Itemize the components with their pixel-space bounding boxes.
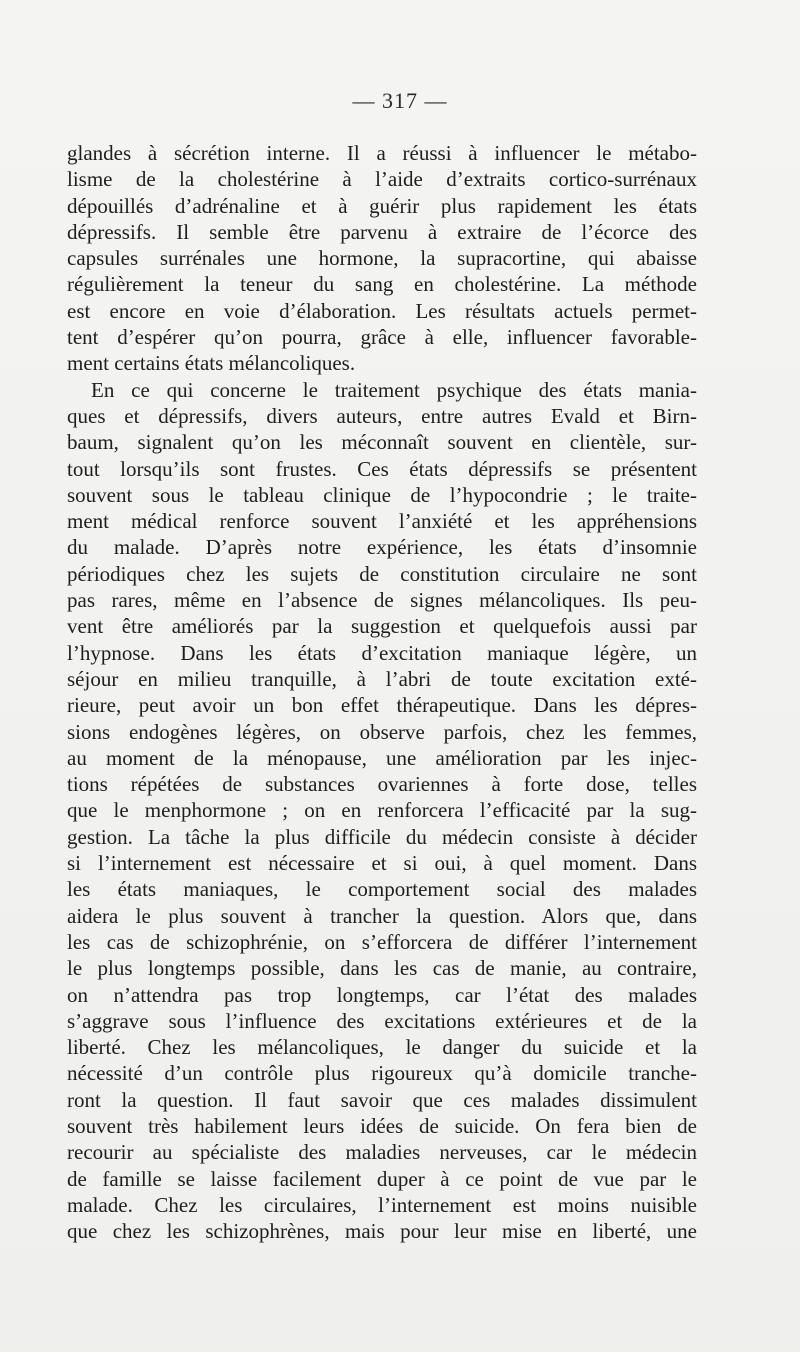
- text-line: liberté. Chez les mélancoliques, le danger du suicide et la: [67, 1035, 697, 1060]
- text-line: tions répétées de substances ovariennes à forte dose, telles: [67, 772, 697, 797]
- text-line: ront la question. Il faut savoir que ces malades dissimulent: [67, 1087, 697, 1112]
- text-line: vent être améliorés par la suggestion et quelquefois aussi par: [67, 614, 697, 639]
- text-line: malade. Chez les circulaires, l’internement est moins nuisible: [67, 1192, 697, 1217]
- text-line: ment certains états mélancoliques.: [67, 351, 356, 376]
- text-line: tout lorsqu’ils sont frustes. Ces états dépressifs se présentent: [67, 456, 697, 481]
- text-line: ques et dépressifs, divers auteurs, entre autres Evald et Birn-: [67, 403, 697, 428]
- text-line: recourir au spécialiste des maladies nerveuses, car le médecin: [67, 1140, 697, 1165]
- text-line: pas rares, même en l’absence de signes mélancoliques. Ils peu-: [67, 588, 697, 613]
- text-line: nécessité d’un contrôle plus rigoureux qu’à domicile tranche-: [67, 1061, 697, 1086]
- text-line: régulièrement la teneur du sang en cholestérine. La méthode: [67, 272, 697, 297]
- text-line: sions endogènes légères, on observe parfois, chez les femmes,: [67, 719, 697, 744]
- text-line: que le menphormone ; on en renforcera l’efficacité par la sug-: [67, 798, 697, 823]
- text-line: l’hypnose. Dans les états d’excitation maniaque légère, un: [67, 640, 697, 665]
- text-line: le plus longtemps possible, dans les cas de manie, au contraire,: [67, 956, 697, 981]
- text-line: on n’attendra pas trop longtemps, car l’état des malades: [67, 982, 697, 1007]
- text-line: ment médical renforce souvent l’anxiété et les appréhensions: [67, 509, 697, 534]
- text-line: au moment de la ménopause, une amélioration par les injec-: [67, 745, 697, 770]
- text-line: souvent très habilement leurs idées de suicide. On fera bien de: [67, 1113, 697, 1138]
- text-line: glandes à sécrétion interne. Il a réussi à influencer le métabo-: [67, 141, 697, 165]
- body-text: [67, 140, 697, 1244]
- text-line: tent d’espérer qu’on pourra, grâce à elle, influencer favorable-: [67, 325, 697, 350]
- text-line: dépressifs. Il semble être parvenu à extraire de l’écorce des: [67, 219, 697, 244]
- text-line: aidera le plus souvent à trancher la question. Alors que, dans: [67, 903, 697, 928]
- text-line: du malade. D’après notre expérience, les états d’insomnie: [67, 535, 697, 560]
- paragraph-start-line: En ce qui concerne le traitement psychique des états mania-: [91, 377, 697, 402]
- text-line: dépouillés d’adrénaline et à guérir plus rapidement les états: [67, 193, 697, 218]
- text-line: de famille se laisse facilement duper à ce point de vue par le: [67, 1166, 697, 1191]
- text-line: que chez les schizophrènes, mais pour leur mise en liberté, une: [67, 1219, 697, 1244]
- text-line: périodiques chez les sujets de constitution circulaire ne sont: [67, 561, 697, 586]
- page-number: — 317 —: [352, 88, 448, 113]
- text-line: lisme de la cholestérine à l’aide d’extraits cortico-surrénaux: [67, 167, 697, 192]
- text-line: si l’internement est nécessaire et si oui, à quel moment. Dans: [67, 851, 697, 876]
- text-line: souvent sous le tableau clinique de l’hypocondrie ; le traite-: [67, 482, 697, 507]
- text-line: les états maniaques, le comportement social des malades: [67, 877, 697, 902]
- text-line: baum, signalent qu’on les méconnaît souvent en clientèle, sur-: [67, 430, 697, 455]
- text-line: rieure, peut avoir un bon effet thérapeutique. Dans les dépres-: [67, 693, 697, 718]
- text-line: capsules surrénales une hormone, la supracortine, qui abaisse: [67, 246, 697, 271]
- text-line: est encore en voie d’élaboration. Les résultats actuels permet-: [67, 298, 697, 323]
- text-line: séjour en milieu tranquille, à l’abri de toute excitation exté-: [67, 666, 697, 691]
- text-line: les cas de schizophrénie, on s’efforcera de différer l’internement: [67, 929, 697, 954]
- text-line: s’aggrave sous l’influence des excitations extérieures et de la: [67, 1008, 697, 1033]
- text-line: gestion. La tâche la plus difficile du médecin consiste à décider: [67, 824, 697, 849]
